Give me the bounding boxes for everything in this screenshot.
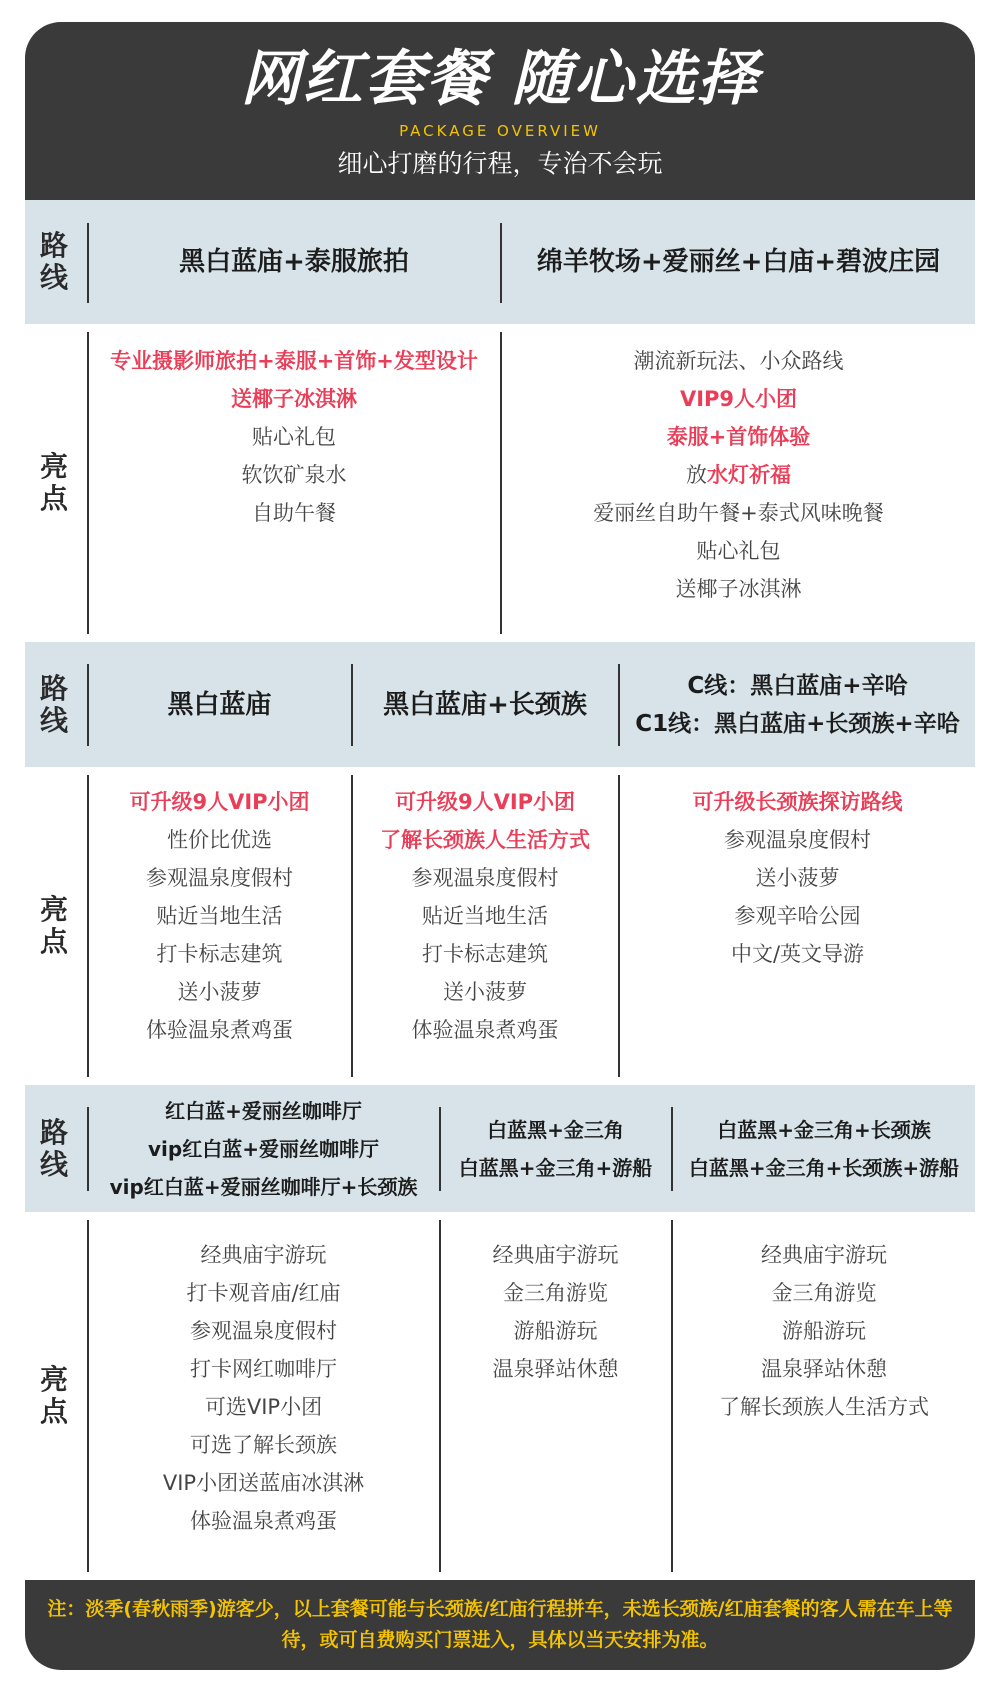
list-item: 参观温泉度假村 bbox=[724, 828, 871, 852]
highlight-list bbox=[89, 1236, 438, 1540]
list-item: 参观温泉度假村 bbox=[146, 866, 293, 890]
route-name: 黑白蓝庙+长颈族 bbox=[383, 689, 587, 720]
route-name: vip红白蓝+爱丽丝咖啡厅 bbox=[148, 1136, 379, 1161]
list-item: 可升级长颈族探访路线 bbox=[692, 790, 903, 814]
list-item bbox=[686, 456, 791, 494]
section2-route-row bbox=[25, 642, 975, 767]
list-item: 送椰子冰淇淋 bbox=[675, 577, 802, 601]
list-item: 参观温泉度假村 bbox=[190, 1319, 337, 1343]
list-item: 送小菠萝 bbox=[177, 980, 262, 1004]
highlight-list bbox=[89, 783, 350, 1049]
list-item: 爱丽丝自助午餐+泰式风味晚餐 bbox=[593, 501, 884, 525]
list-item: 打卡标志建筑 bbox=[156, 942, 283, 966]
section3-highlight-row bbox=[25, 1212, 975, 1580]
highlight-list bbox=[502, 342, 975, 608]
list-item: 自助午餐 bbox=[252, 501, 336, 525]
list-item: 性价比优选 bbox=[167, 828, 272, 852]
list-item: 经典庙宇游玩 bbox=[761, 1243, 887, 1267]
subtitle-cn: 细心打磨的行程，专治不会玩 bbox=[337, 149, 663, 178]
footer-note bbox=[25, 1580, 975, 1670]
list-item: 温泉驿站休憩 bbox=[761, 1357, 887, 1381]
list-item-emphasis: 水灯祈福 bbox=[707, 463, 791, 487]
list-item: 贴心礼包 bbox=[696, 539, 781, 563]
list-item: 了解长颈族人生活方式 bbox=[719, 1395, 929, 1419]
list-item: 参观温泉度假村 bbox=[411, 866, 559, 890]
highlight-label: 亮点 bbox=[39, 893, 68, 958]
list-item: 金三角游览 bbox=[503, 1281, 608, 1305]
list-item: VIP小团送蓝庙冰淇淋 bbox=[162, 1471, 365, 1495]
list-item: 参观辛哈公园 bbox=[734, 904, 861, 928]
list-item: 可选VIP小团 bbox=[204, 1395, 323, 1419]
route-label: 路线 bbox=[39, 229, 68, 294]
list-item: 中文/英文导游 bbox=[730, 942, 865, 966]
list-item: 可升级9人VIP小团 bbox=[129, 790, 310, 814]
list-item: 送小菠萝 bbox=[443, 980, 527, 1004]
highlight-list bbox=[89, 342, 499, 532]
list-item: 专业摄影师旅拍+泰服+首饰+发型设计 bbox=[110, 349, 478, 373]
list-item: 体验温泉煮鸡蛋 bbox=[146, 1018, 293, 1042]
section1-route-row bbox=[25, 200, 975, 324]
route-label: 路线 bbox=[39, 1115, 68, 1181]
list-item: 打卡观音庙/红庙 bbox=[186, 1281, 341, 1305]
list-item: 了解长颈族人生活方式 bbox=[380, 828, 590, 852]
list-item: 送小菠萝 bbox=[755, 866, 840, 890]
section2-highlight-row bbox=[25, 767, 975, 1085]
section3-route-row bbox=[25, 1085, 975, 1212]
route-name: 黑白蓝庙 bbox=[167, 689, 272, 720]
list-item: 体验温泉煮鸡蛋 bbox=[411, 1018, 559, 1042]
list-item: 泰服+首饰体验 bbox=[666, 425, 811, 449]
list-item: 游船游玩 bbox=[513, 1319, 598, 1343]
package-card bbox=[25, 22, 975, 1670]
list-item: 打卡网红咖啡厅 bbox=[190, 1357, 337, 1381]
highlight-label: 亮点 bbox=[39, 450, 68, 515]
list-item: 软饮矿泉水 bbox=[241, 463, 347, 487]
list-item: 经典庙宇游玩 bbox=[492, 1243, 619, 1267]
highlight-list bbox=[673, 1236, 975, 1426]
list-item: 可选了解长颈族 bbox=[190, 1433, 337, 1457]
route-name: 白蓝黑+金三角 bbox=[487, 1117, 624, 1142]
list-item: 游船游玩 bbox=[782, 1319, 866, 1343]
header bbox=[25, 22, 975, 200]
route-name: C线：黑白蓝庙+辛哈 bbox=[687, 672, 908, 699]
list-item: 体验温泉煮鸡蛋 bbox=[190, 1509, 337, 1533]
list-item: 打卡标志建筑 bbox=[422, 942, 548, 966]
list-item: 潮流新玩法、小众路线 bbox=[633, 349, 844, 373]
route-label: 路线 bbox=[39, 671, 68, 737]
list-item: 金三角游览 bbox=[771, 1281, 877, 1305]
highlight-list bbox=[353, 783, 617, 1049]
route-name: 白蓝黑+金三角+长颈族 bbox=[717, 1117, 931, 1142]
route-name: vip红白蓝+爱丽丝咖啡厅+长颈族 bbox=[109, 1174, 418, 1199]
highlight-label: 亮点 bbox=[39, 1363, 68, 1428]
route-name: C1线：黑白蓝庙+长颈族+辛哈 bbox=[635, 710, 960, 737]
highlight-list bbox=[441, 1236, 670, 1388]
list-item: 经典庙宇游玩 bbox=[200, 1243, 327, 1267]
subtitle-en: PACKAGE OVERVIEW bbox=[399, 122, 601, 140]
list-item: 温泉驿站休憩 bbox=[492, 1357, 619, 1381]
list-item: 送椰子冰淇淋 bbox=[231, 387, 357, 411]
list-item-prefix: 放 bbox=[686, 463, 707, 487]
footer-note-text: 注：淡季(春秋雨季)游客少，以上套餐可能与长颈族/红庙行程拼车，未选长颈族/红庙套餐的客人需在车上等待，或可自费购买门票进入，具体以当天安排为准。 bbox=[47, 1598, 953, 1651]
route-name: 白蓝黑+金三角+长颈族+游船 bbox=[688, 1155, 960, 1180]
route-name: 绵羊牧场+爱丽丝+白庙+碧波庄园 bbox=[536, 247, 941, 277]
list-item: 可升级9人VIP小团 bbox=[394, 790, 576, 814]
page-title: 网红套餐 随心选择 bbox=[240, 44, 760, 114]
list-item: VIP9人小团 bbox=[679, 387, 798, 411]
route-name: 红白蓝+爱丽丝咖啡厅 bbox=[165, 1098, 362, 1123]
list-item: 贴近当地生活 bbox=[422, 904, 548, 928]
section1-highlight-row bbox=[25, 324, 975, 642]
list-item: 贴心礼包 bbox=[252, 425, 336, 449]
route-name: 黑白蓝庙+泰服旅拍 bbox=[179, 247, 409, 277]
highlight-list bbox=[620, 783, 975, 973]
route-name: 白蓝黑+金三角+游船 bbox=[458, 1155, 653, 1180]
list-item: 贴近当地生活 bbox=[156, 904, 283, 928]
